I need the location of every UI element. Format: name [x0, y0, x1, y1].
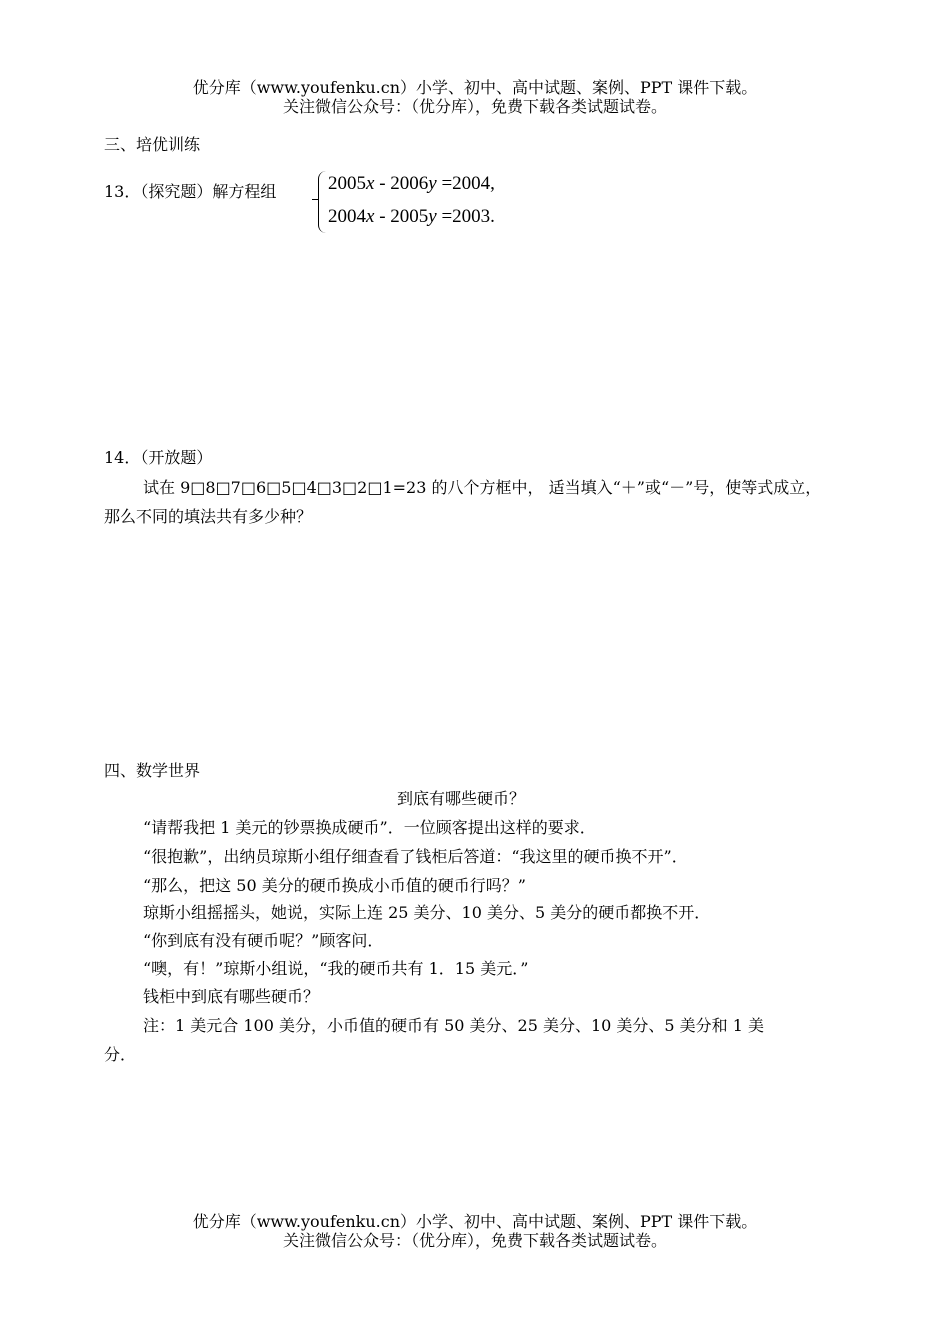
section-4-title: 四、数学世界: [104, 761, 201, 780]
equation-brace-tip: [312, 199, 319, 200]
story-line: “噢，有！”琼斯小组说，“我的硬币共有 1．15 美元．”: [143, 959, 529, 978]
note-line-2: 分．: [104, 1045, 137, 1064]
question-13-label: 13．（探究题）解方程组: [104, 182, 277, 201]
story-line: “那么，把这 50 美分的硬币换成小币值的硬币行吗？”: [143, 876, 526, 895]
equation-brace: [318, 171, 327, 233]
note-line-1: 注：1 美元合 100 美分，小币值的硬币有 50 美分、25 美分、10 美分、5 美分和 1 美: [143, 1016, 765, 1035]
question-14-label: 14．（开放题）: [104, 448, 213, 467]
header-line-1: 优分库（www.youfenku.cn）小学、初中、高中试题、案例、PPT 课件下载。: [192, 78, 758, 97]
equation-1: 2005x - 2006y =2004,: [328, 173, 495, 194]
section-3-title: 三、培优训练: [104, 135, 201, 154]
question-14-text-1: 试在 9□8□7□6□5□4□3□2□1=23 的八个方框中， 适当填入“＋”或“－”号，使等式成立，: [143, 478, 822, 497]
story-line: “你到底有没有硬币呢？”顾客问．: [143, 931, 384, 950]
equation-2: 2004x - 2005y =2003.: [328, 206, 495, 227]
story-title: 到底有哪些硬币？: [397, 789, 526, 808]
footer-line-2: 关注微信公众号：（优分库），免费下载各类试题试卷。: [282, 1231, 667, 1250]
header-line-2: 关注微信公众号：（优分库），免费下载各类试题试卷。: [282, 97, 667, 116]
question-14-text-2: 那么不同的填法共有多少种？: [104, 507, 313, 526]
story-line: 钱柜中到底有哪些硬币？: [143, 987, 320, 1006]
story-line: “请帮我把 1 美元的钞票换成硬币”．一位顾客提出这样的要求．: [143, 818, 596, 837]
story-line: “很抱歉”，出纳员琼斯小组仔细查看了钱柜后答道：“我这里的硬币换不开”．: [143, 847, 688, 866]
story-line: 琼斯小组摇摇头，她说，实际上连 25 美分、10 美分、5 美分的硬币都换不开．: [143, 903, 711, 922]
footer-line-1: 优分库（www.youfenku.cn）小学、初中、高中试题、案例、PPT 课件下载。: [192, 1212, 758, 1231]
